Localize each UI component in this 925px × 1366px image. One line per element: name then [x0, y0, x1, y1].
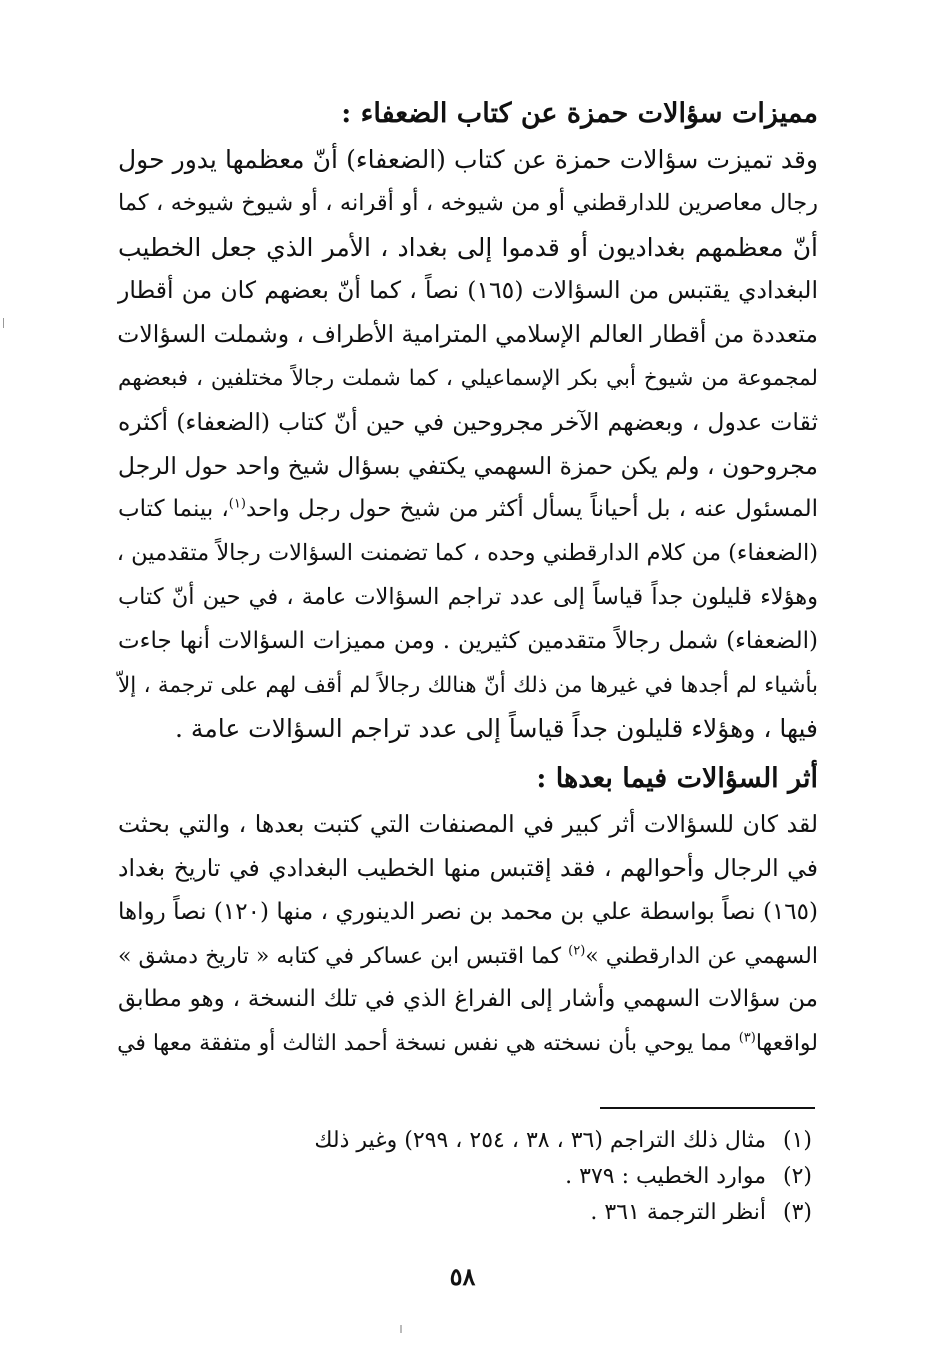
- text-line: [118, 488, 818, 532]
- text-line: أنّ معظمهم بغداديون أو قدموا إلى بغداد ، الأمر الذي جعل الخطيب: [118, 232, 818, 262]
- text-line: بأشياء لم أجدها في غيرها من ذلك أنّ هنالك رجالاً لم أقف لهم على ترجمة ، إلاّ: [118, 672, 818, 698]
- text-line: (١٦٥) نصاً بواسطة علي بن محمد بن نصر الدينوري ، منها (١٢٠) نصاً رواها: [118, 898, 818, 925]
- text-line: فيها ، وهؤلاء قليلون جداً قياساً إلى عدد تراجم السؤالات عامة .: [175, 714, 818, 744]
- page-body: [118, 92, 818, 1066]
- text-line: لقد كان للسؤالات أثر كبير في المصنفات التي كتبت بعدها ، والتي بحثت: [118, 810, 818, 839]
- footnote-item: [300, 1159, 812, 1195]
- footnote-item: [300, 1123, 812, 1159]
- page-number: ٥٨: [449, 1262, 476, 1291]
- section-heading-features: مميزات سؤالات حمزة عن كتاب الضعفاء :: [341, 98, 818, 129]
- footnote-text: أنظر الترجمة ٣٦١ .: [590, 1200, 766, 1225]
- text-line: لمجموعة من شيوخ أبي بكر الإسماعيلي ، كما شملت رجالاً مختلفين ، فبعضهم: [118, 365, 818, 391]
- text-run: السهمي عن الدارقطني »: [585, 943, 818, 969]
- text-line: من سؤالات السهمي وأشار إلى الفراغ الذي في تلك النسخة ، وهو مطابق: [118, 986, 818, 1013]
- text-line: ثقات عدول ، وبعضهم الآخر مجروحين في حين أنّ كتاب (الضعفاء) أكثره: [118, 407, 818, 436]
- footnote-ref[interactable]: (٣): [738, 1030, 756, 1046]
- paragraph-influence: [118, 803, 818, 1066]
- text-run: مما يوحي بأن نسخته هي نفس نسخة أحمد الثالث أو متفقة معها في: [117, 1031, 739, 1057]
- text-line: رجال معاصرين للدارقطني أو من شيوخه ، أو أقرانه ، أو شيوخ شيوخه ، كما: [118, 189, 818, 216]
- footnote-number: (٣): [782, 1200, 812, 1225]
- text-run: لواقعها: [755, 1031, 818, 1057]
- text-line: في الرجال وأحوالهم ، فقد إقتبس منها الخطيب البغدادي في تاريخ بغداد: [118, 853, 818, 882]
- text-line: (الضعفاء) من كلام الدارقطني وحده ، كما تضمنت السؤالات رجالاً متقدمين ،: [116, 540, 818, 567]
- footnote-number: (٢): [782, 1164, 812, 1189]
- text-line: وقد تميزت سؤالات حمزة عن كتاب (الضعفاء) أنّ معظمها يدور حول: [118, 145, 818, 174]
- scan-artifact: [400, 1325, 402, 1333]
- footnote-ref[interactable]: (٢): [568, 943, 586, 959]
- text-line: وهؤلاء قليلون جداً قياساً إلى عدد تراجم السؤالات عامة ، في حين أنّ كتاب: [118, 583, 818, 610]
- footnote-text: موارد الخطيب : ٣٧٩ .: [565, 1164, 766, 1189]
- footnote-divider: [600, 1107, 815, 1109]
- scan-margin-mark: [3, 318, 4, 328]
- footnote-number: (١): [782, 1128, 812, 1153]
- text-line: [118, 935, 818, 979]
- text-line: متعددة من أقطار العالم الإسلامي المترامية الأطراف ، وشملت السؤالات: [117, 320, 818, 349]
- section-heading-influence: أثر السؤالات فيما بعدها :: [536, 763, 818, 795]
- footnote-item: [300, 1195, 812, 1231]
- text-line: مجروحون ، ولم يكن حمزة السهمي يكتفي بسؤال شيخ واحد حول الرجل: [117, 451, 818, 480]
- footnote-text: مثال ذلك التراجم (٣٦ ، ٣٨ ، ٢٥٤ ، ٢٩٩) وغير ذلك: [314, 1128, 766, 1153]
- text-line: (الضعفاء) شمل رجالاً متقدمين كثيرين . ومن مميزات السؤالات أنها جاءت: [118, 627, 818, 654]
- paragraph-features: [118, 138, 818, 751]
- text-line: البغدادي يقتبس من السؤالات (١٦٥) نصاً ، كما أنّ بعضهم كان من أقطار: [118, 276, 818, 305]
- footnotes: [300, 1123, 812, 1231]
- text-run: المسئول عنه ، بل أحياناً يسأل أكثر من شيخ حول رجل واحد: [245, 496, 818, 523]
- text-line: [118, 1022, 818, 1066]
- text-run: كما اقتبس ابن عساكر في كتابه « تاريخ دمشق »: [118, 943, 569, 969]
- text-run: ، بينما كتاب: [118, 496, 229, 523]
- footnote-ref[interactable]: (١): [228, 496, 246, 512]
